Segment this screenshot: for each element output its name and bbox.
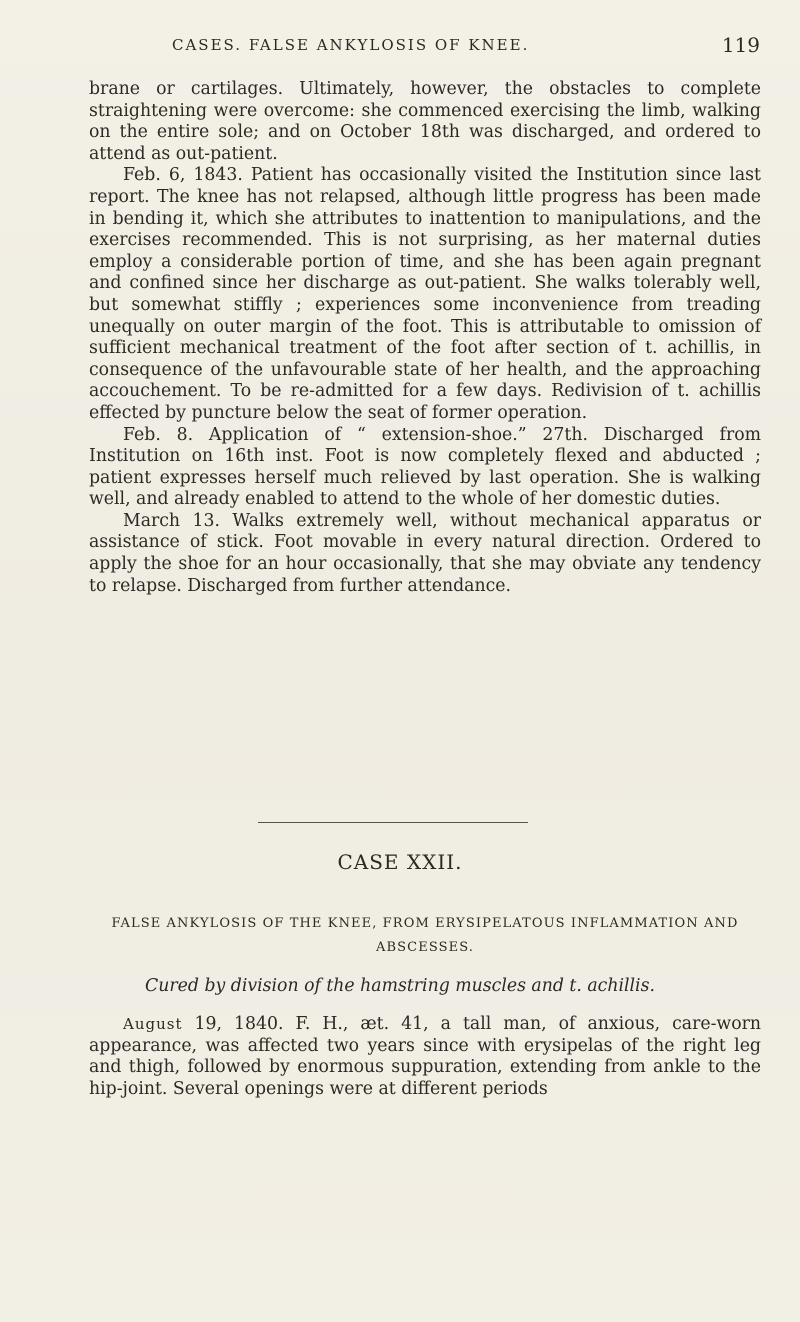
case-body-text — [89, 1014, 761, 1100]
paragraph-august-19 — [89, 1014, 761, 1100]
paragraph-feb-6: Feb. 6, 1843. Patient has occasionally visited the Institution since last report. The knee has not relapsed, although little progress has been made in bending it, which she attributes to inattention to manipulations, and the exercises recommended. This is not surprising, as her maternal duties employ a considerable portion of time, and she has been again pregnant and confined since her discharge as out-patient. She walks tolerably well, but somewhat stiffly ; experiences some inconvenience from treading unequally on outer margin of the foot. This is attributable to omission of sufficient mechanical treatment of the foot after section of t. achillis, in consequence of the unfavourable state of her health, and the approaching accouchement. To be re-admitted for a few days. Redivision of t. achillis effected by puncture below the seat of former operation. — [89, 165, 761, 423]
case-opening-text: 19, 1840. F. H., æt. 41, a tall man, of anxious, care-worn appearance, was affected two years since with erysipelas of the right leg and thigh, followed by enormous suppuration, extending from ankle to the hip-joint. Several openings were at different periods — [89, 1014, 761, 1099]
case-heading: CASE XXII. — [337, 850, 463, 874]
case-date-smallcaps: August — [123, 1015, 183, 1033]
running-head — [90, 33, 760, 66]
paragraph-continuation: brane or cartilages. Ultimately, however, the obstacles to complete straightening were overcome: she commenced exercising the limb, walking on the entire sole; and on October 18th was discharged, and ordered to attend as out-patient. — [89, 79, 761, 164]
page-number: 119 — [721, 33, 760, 57]
body-text-continued — [89, 79, 761, 597]
paragraph-march-13: March 13. Walks extremely well, without mechanical apparatus or assistance of stick. Foot movable in every natural direction. Ordered to apply the shoe for an hour occasionally, that she may obviate any tendency to relapse. Discharged from further attendance. — [89, 510, 761, 596]
paragraph-feb-8: Feb. 8. Application of “ extension-shoe.” 27th. Discharged from Institution on 16th inst. Foot is now completely flexed and abducted ; patient expresses herself much relieved by last operation. She is walking well, and already enabled to attend to the whole of her domestic duties. — [89, 424, 761, 510]
section-divider — [258, 822, 528, 823]
case-treatment-note: Cured by division of the hamstring muscles and t. achillis. — [145, 976, 655, 996]
case-subheading: FALSE ANKYLOSIS OF THE KNEE, FROM ERYSIPELATOUS INFLAMMATION AND ABSCESSES. — [111, 916, 739, 955]
running-title: CASES. FALSE ANKYLOSIS OF KNEE. — [172, 36, 530, 54]
